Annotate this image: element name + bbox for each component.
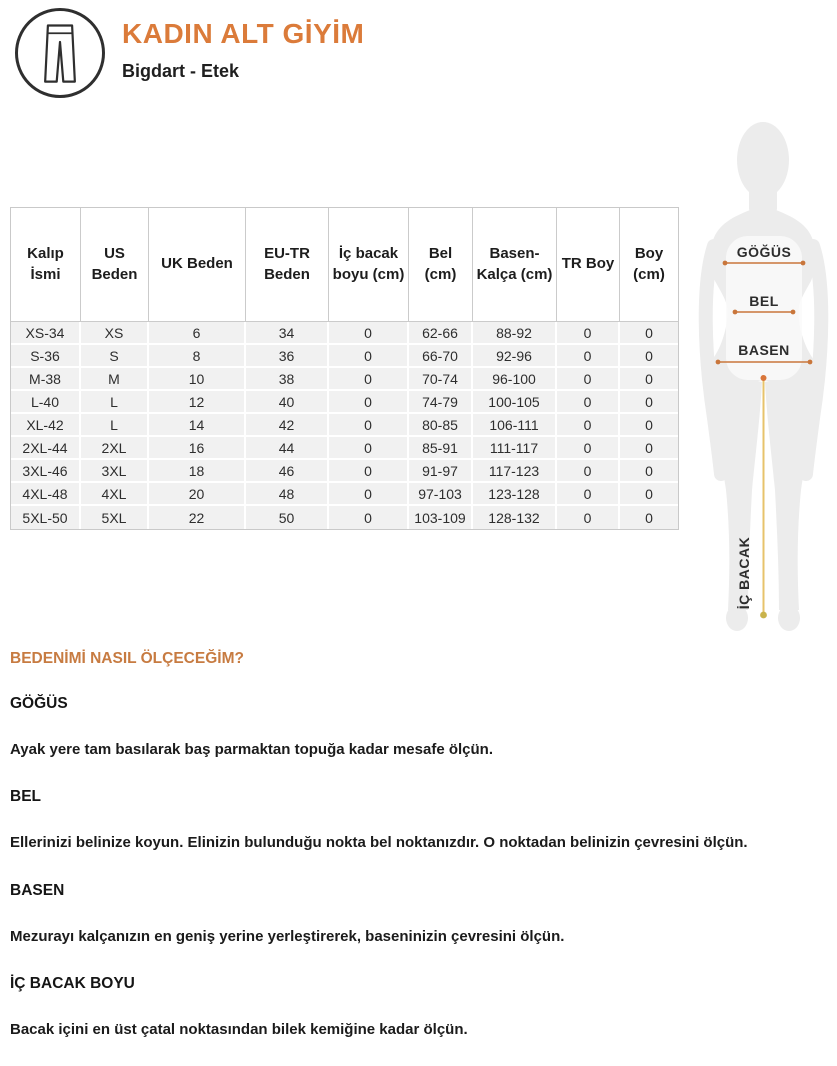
size-cell: L [81, 391, 149, 414]
size-cell: 0 [329, 368, 409, 391]
size-cell: 0 [620, 460, 678, 483]
size-cell: 96-100 [473, 368, 557, 391]
size-cell: XS [81, 322, 149, 345]
size-cell: 0 [329, 414, 409, 437]
page-title: KADIN ALT GİYİM [122, 18, 365, 49]
size-cell: 0 [329, 460, 409, 483]
size-cell: L [81, 414, 149, 437]
size-cell: 0 [557, 368, 620, 391]
size-cell: 8 [149, 345, 246, 368]
size-cell: 0 [620, 322, 678, 345]
size-cell: L-40 [11, 391, 81, 414]
size-table-row [11, 506, 678, 529]
size-cell: 0 [557, 391, 620, 414]
size-cell: 128-132 [473, 506, 557, 529]
size-table-row [11, 437, 678, 460]
size-cell: M-38 [11, 368, 81, 391]
size-cell: 111-117 [473, 437, 557, 460]
size-cell: 0 [329, 391, 409, 414]
size-table-row [11, 345, 678, 368]
size-cell: S-36 [11, 345, 81, 368]
size-cell: 5XL-50 [11, 506, 81, 529]
size-cell: 3XL-46 [11, 460, 81, 483]
size-cell: 14 [149, 414, 246, 437]
size-cell: 0 [620, 391, 678, 414]
guide-section-text-chest: Ayak yere tam basılarak baş parmaktan topuğa kadar mesafe ölçün. [10, 741, 493, 758]
size-cell: 6 [149, 322, 246, 345]
size-cell: 4XL-48 [11, 483, 81, 506]
size-cell: 0 [620, 483, 678, 506]
size-cell: 0 [620, 506, 678, 529]
chest-label: GÖĞÜS [736, 244, 792, 260]
size-cell: 91-97 [409, 460, 473, 483]
column-header: Kalıp İsmi [11, 208, 81, 322]
size-cell: 20 [149, 483, 246, 506]
size-cell: 123-128 [473, 483, 557, 506]
measuring-guide [10, 650, 802, 1041]
size-cell: 0 [557, 460, 620, 483]
category-icon-circle [15, 8, 105, 98]
size-cell: 38 [246, 368, 329, 391]
guide-section-text-waist: Ellerinizi belinize koyun. Elinizin bulunduğu nokta bel noktanızdır. O noktadan belinizin çevresini ölçün. [10, 834, 748, 852]
size-cell: 88-92 [473, 322, 557, 345]
size-cell: XS-34 [11, 322, 81, 345]
size-cell: 80-85 [409, 414, 473, 437]
hip-label: BASEN [738, 342, 790, 358]
size-cell: 36 [246, 345, 329, 368]
size-cell: 117-123 [473, 460, 557, 483]
size-cell: 66-70 [409, 345, 473, 368]
size-cell: 100-105 [473, 391, 557, 414]
size-cell: 0 [329, 345, 409, 368]
waist-label: BEL [749, 293, 779, 309]
guide-section-title-hip: BASEN [10, 881, 65, 899]
size-cell: 0 [620, 437, 678, 460]
body-silhouette [690, 118, 837, 633]
size-cell: 85-91 [409, 437, 473, 460]
size-cell: 0 [620, 345, 678, 368]
size-cell: 0 [329, 437, 409, 460]
size-cell: 18 [149, 460, 246, 483]
column-header: UK Beden [149, 208, 246, 322]
page-subtitle: Bigdart - Etek [122, 61, 240, 81]
size-cell: 2XL-44 [11, 437, 81, 460]
size-table [10, 207, 679, 530]
column-header: EU-TR Beden [246, 208, 329, 322]
size-cell: 22 [149, 506, 246, 529]
size-table-header [11, 208, 678, 322]
size-cell: 0 [329, 483, 409, 506]
size-cell: 2XL [81, 437, 149, 460]
size-cell: 92-96 [473, 345, 557, 368]
size-table-row [11, 368, 678, 391]
size-cell: S [81, 345, 149, 368]
size-table-row [11, 483, 678, 506]
size-cell: 44 [246, 437, 329, 460]
pants-icon [38, 20, 82, 86]
column-header: Bel (cm) [409, 208, 473, 322]
size-cell: 0 [557, 345, 620, 368]
size-cell: XL-42 [11, 414, 81, 437]
column-header: US Beden [81, 208, 149, 322]
size-table-row [11, 414, 678, 437]
column-header: Boy (cm) [620, 208, 678, 322]
size-table-body [11, 322, 678, 529]
size-cell: 0 [620, 368, 678, 391]
guide-heading: BEDENİMİ NASIL ÖLÇECEĞİM? [10, 650, 244, 667]
size-cell: 103-109 [409, 506, 473, 529]
size-cell: 3XL [81, 460, 149, 483]
size-cell: 0 [620, 414, 678, 437]
size-table-row [11, 391, 678, 414]
size-cell: 40 [246, 391, 329, 414]
guide-section-title-waist: BEL [10, 788, 41, 806]
guide-section-text-hip: Mezurayı kalçanızın en geniş yerine yerleştirerek, baseninizin çevresini ölçün. [10, 927, 565, 945]
column-header: Basen-Kalça (cm) [473, 208, 557, 322]
size-cell: 0 [557, 506, 620, 529]
size-cell: 48 [246, 483, 329, 506]
size-cell: 0 [329, 322, 409, 345]
size-cell: 0 [329, 506, 409, 529]
size-cell: 12 [149, 391, 246, 414]
size-cell: 62-66 [409, 322, 473, 345]
guide-section-title-chest: GÖĞÜS [10, 695, 68, 712]
inseam-measure-line [760, 375, 767, 618]
size-cell: 34 [246, 322, 329, 345]
size-cell: 46 [246, 460, 329, 483]
column-header: TR Boy [557, 208, 620, 322]
size-cell: 97-103 [409, 483, 473, 506]
size-cell: 4XL [81, 483, 149, 506]
size-cell: 42 [246, 414, 329, 437]
size-table-row [11, 322, 678, 345]
size-cell: 0 [557, 437, 620, 460]
size-cell: 106-111 [473, 414, 557, 437]
inseam-label: İÇ BACAK [736, 536, 752, 610]
header-row [11, 208, 678, 322]
size-cell: 16 [149, 437, 246, 460]
size-cell: 0 [557, 322, 620, 345]
column-header: İç bacak boyu (cm) [329, 208, 409, 322]
size-cell: 5XL [81, 506, 149, 529]
size-cell: 10 [149, 368, 246, 391]
size-cell: 50 [246, 506, 329, 529]
size-cell: 70-74 [409, 368, 473, 391]
size-cell: 74-79 [409, 391, 473, 414]
guide-section-text-inseam: Bacak içini en üst çatal noktasından bilek kemiğine kadar ölçün. [10, 1020, 468, 1038]
guide-section-title-inseam: İÇ BACAK BOYU [10, 974, 135, 992]
size-cell: 0 [557, 414, 620, 437]
size-cell: 0 [557, 483, 620, 506]
size-cell: M [81, 368, 149, 391]
size-table-row [11, 460, 678, 483]
